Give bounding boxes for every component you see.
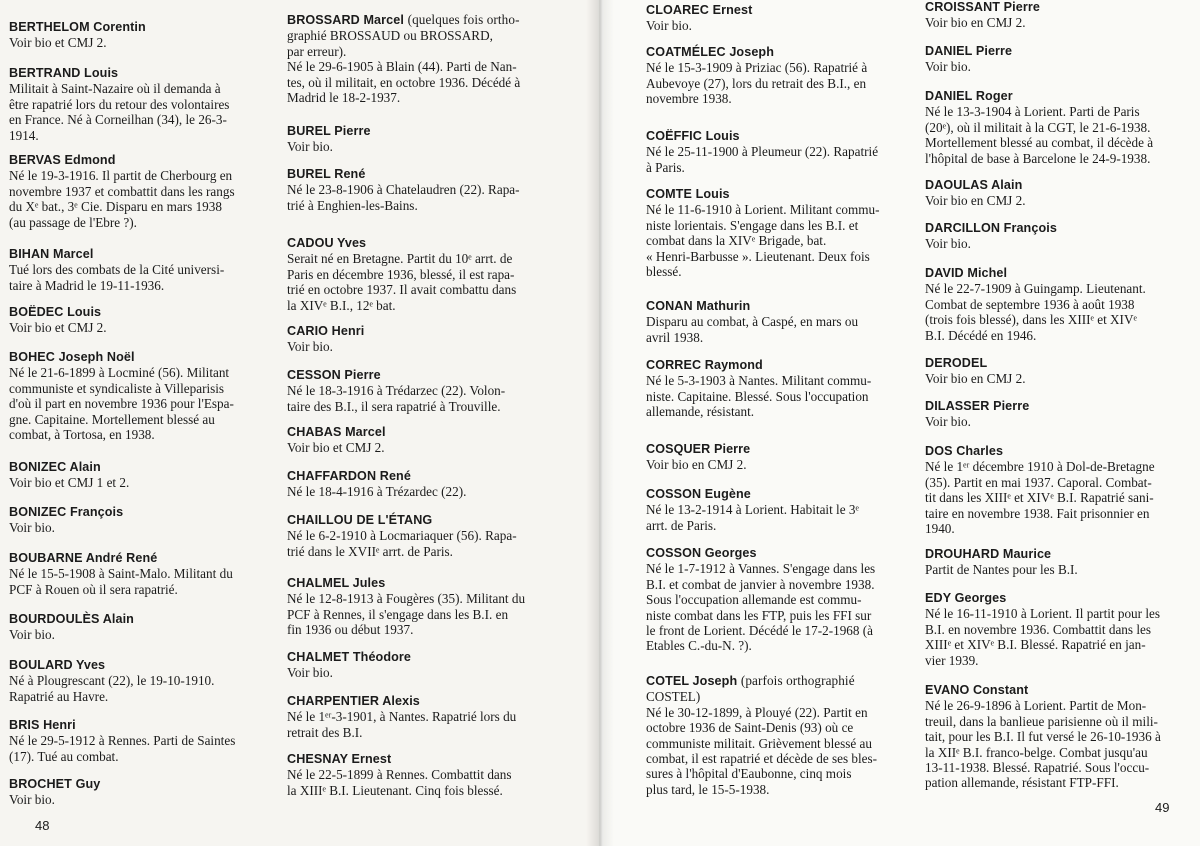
entry-name-text: BERTHELOM Corentin bbox=[9, 20, 146, 34]
entry-text: Né le 18-3-1916 à Trédarzec (22). Volon- taire des B.I., il sera rapatrié à Trouville. bbox=[287, 383, 506, 414]
entry-name bbox=[287, 650, 569, 665]
entry-name bbox=[287, 12, 569, 28]
entry-name-text: CHAILLOU DE L'ÉTANG bbox=[287, 513, 433, 527]
entry-name-text: BROCHET Guy bbox=[9, 777, 101, 791]
entry-name-text: BERTRAND Louis bbox=[9, 66, 119, 80]
entry bbox=[9, 460, 274, 491]
entry bbox=[9, 658, 274, 704]
entry bbox=[287, 368, 569, 414]
entry bbox=[925, 0, 1193, 31]
entry-text: Né le 22-7-1909 à Guingamp. Lieutenant. Combat de septembre 1936 à août 1938 (trois fois blessé), dans les XIIIᵉ et XIVᵉ B.I. Décédé en 1946. bbox=[925, 281, 1146, 343]
entry bbox=[287, 425, 569, 456]
entry-text: Voir bio. bbox=[9, 520, 55, 536]
entry bbox=[9, 247, 274, 293]
entry bbox=[9, 718, 274, 764]
entry-name-text: DARCILLON François bbox=[925, 221, 1057, 235]
entry-name bbox=[925, 444, 1193, 459]
entry-name-text: CHALMEL Jules bbox=[287, 576, 386, 590]
book-gutter bbox=[586, 0, 614, 846]
entry-name bbox=[9, 505, 274, 520]
entry-name-text: BUREL René bbox=[287, 167, 366, 181]
entry-name bbox=[646, 3, 909, 18]
entry bbox=[287, 694, 569, 740]
entry-text: Né le 1-7-1912 à Vannes. S'engage dans les B.I. et combat de janvier à novembre 1938. Sous l'occupation allemande est commu- niste combat dans les FTP, puis les FFI sur le front de Lorient. Décédé le 17-2-1968 (à Etables C.-du-N. ?). bbox=[646, 561, 876, 654]
entry-name-text: BROSSARD Marcel bbox=[287, 13, 404, 27]
entry-name bbox=[646, 299, 909, 314]
entry-name-text: BOURDOULÈS Alain bbox=[9, 612, 134, 626]
entry-text: Voir bio et CMJ 2. bbox=[9, 320, 107, 336]
entry-name-text: DERODEL bbox=[925, 356, 988, 370]
entry-name bbox=[287, 576, 569, 591]
entry-name-text: CESSON Pierre bbox=[287, 368, 381, 382]
entry-text: Voir bio. bbox=[925, 236, 971, 252]
entry-text: Né le 15-3-1909 à Priziac (56). Rapatrié à Aubevoye (27), lors du retrait des B.I., en novembre 1938. bbox=[646, 60, 868, 107]
entry bbox=[925, 683, 1193, 791]
entry-name-text: BONIZEC Alain bbox=[9, 460, 101, 474]
entry bbox=[646, 187, 909, 279]
entry-name-text: CORREC Raymond bbox=[646, 358, 763, 372]
entry-name bbox=[925, 44, 1193, 59]
entry-name-text: COSSON Eugène bbox=[646, 487, 751, 501]
entry-text: Voir bio en CMJ 2. bbox=[925, 15, 1026, 31]
entry-name-text: BIHAN Marcel bbox=[9, 247, 94, 261]
entry-text: Né le 26-9-1896 à Lorient. Partit de Mon- treuil, dans la banlieue parisienne où il mili- tait, pour les B.I. Il fut versé le 26-10-1936 à la XIIᵉ B.I. franco-belge. Combat jusqu'au 13-11-1938. Blessé. Rapatrié. Sous l'occu- pation allemande, résistant FTP-FFI. bbox=[925, 698, 1161, 791]
entry-name-text: BOËDEC Louis bbox=[9, 305, 102, 319]
entry-text: Disparu au combat, à Caspé, en mars ou avril 1938. bbox=[646, 314, 859, 345]
entry-name bbox=[925, 591, 1193, 606]
entry bbox=[646, 442, 909, 473]
entry-name bbox=[9, 460, 274, 475]
entry-text: Né le 18-4-1916 à Trézardec (22). bbox=[287, 484, 467, 500]
entry-name-text: COATMÉLEC Joseph bbox=[646, 45, 775, 59]
entry-name-text: CHABAS Marcel bbox=[287, 425, 386, 439]
entry bbox=[925, 221, 1193, 252]
entry-text: Voir bio et CMJ 2. bbox=[287, 440, 385, 456]
entry-name bbox=[925, 399, 1193, 414]
entry bbox=[9, 66, 274, 143]
entry-text: Voir bio en CMJ 2. bbox=[925, 193, 1026, 209]
entry-name bbox=[925, 356, 1193, 371]
entry-name-text: BOUBARNE André René bbox=[9, 551, 158, 565]
entry-text: Né le 12-8-1913 à Fougères (35). Militant du PCF à Rennes, il s'engage dans les B.I. en fin 1936 ou début 1937. bbox=[287, 591, 526, 638]
entry bbox=[287, 324, 569, 355]
entry-name bbox=[9, 153, 274, 168]
entry bbox=[925, 356, 1193, 387]
entry-name bbox=[9, 20, 274, 35]
entry-text: Né le 1ᵉʳ décembre 1910 à Dol-de-Bretagne (35). Partit en mai 1937. Caporal. Combat- tit dans les XIIIᵉ et XIVᵉ B.I. Rapatrié sani- taire en novembre 1938. Fait prisonnier en 1940. bbox=[925, 459, 1155, 537]
entry-name-text: CONAN Mathurin bbox=[646, 299, 751, 313]
entry-text: Voir bio et CMJ 1 et 2. bbox=[9, 475, 130, 491]
entry-text: Né le 13-3-1904 à Lorient. Parti de Paris (20ᵉ), où il militait à la CGT, le 21-6-1938. Mortellement blessé au combat, il décède à l'hôpital de base à Barcelone le 24-9-1938. bbox=[925, 104, 1154, 166]
entry-name bbox=[646, 487, 909, 502]
entry-name bbox=[287, 324, 569, 339]
entry-name bbox=[287, 167, 569, 182]
entry-text: Militait à Saint-Nazaire où il demanda à être rapatrié lors du retour des volontaires en France. Né à Corneilhan (34), le 26-3- 1914. bbox=[9, 81, 230, 143]
entry-name-text: DROUHARD Maurice bbox=[925, 547, 1052, 561]
entry bbox=[287, 513, 569, 559]
entry bbox=[287, 167, 569, 213]
entry-name-text: BRIS Henri bbox=[9, 718, 76, 732]
entry bbox=[646, 45, 909, 107]
entry bbox=[287, 124, 569, 155]
entry bbox=[646, 673, 909, 797]
entry-text: Né le 29-5-1912 à Rennes. Parti de Saintes (17). Tué au combat. bbox=[9, 733, 236, 764]
entry-name bbox=[9, 350, 274, 365]
entry-text: Voir bio en CMJ 2. bbox=[646, 457, 747, 473]
entry-name-note: (parfois orthographié bbox=[740, 673, 855, 688]
entry-name-text: CHARPENTIER Alexis bbox=[287, 694, 420, 708]
entry-text: Né le 16-11-1910 à Lorient. Il partit pour les B.I. en novembre 1936. Combattit dans les XIIIᵉ et XIVᵉ B.I. Blessé. Rapatrié en jan- vier 1939. bbox=[925, 606, 1160, 668]
entry bbox=[9, 305, 274, 336]
entry-name bbox=[925, 0, 1193, 15]
entry-text: Né le 15-5-1908 à Saint-Malo. Militant du PCF à Rouen où il sera rapatrié. bbox=[9, 566, 233, 597]
entry-name-text: CARIO Henri bbox=[287, 324, 365, 338]
entry-name bbox=[287, 513, 569, 528]
entry-text: graphié BROSSAUD ou BROSSARD, par erreur). Né le 29-6-1905 à Blain (44). Parti de Nan- tes, où il militait, en octobre 1936. Décédé à Madrid le 18-2-1937. bbox=[287, 28, 521, 106]
entry-text: Voir bio. bbox=[925, 59, 971, 75]
entry-name-text: EDY Georges bbox=[925, 591, 1007, 605]
entry-name bbox=[9, 66, 274, 81]
entry-name bbox=[646, 129, 909, 144]
entry-name bbox=[9, 305, 274, 320]
entry bbox=[925, 547, 1193, 578]
entry bbox=[287, 576, 569, 638]
entry-text: Tué lors des combats de la Cité universi- taire à Madrid le 19-11-1936. bbox=[9, 262, 225, 293]
entry bbox=[925, 399, 1193, 430]
entry-name bbox=[287, 694, 569, 709]
entry-name bbox=[925, 221, 1193, 236]
entry-name bbox=[9, 718, 274, 733]
entry-name-text: CHALMET Théodore bbox=[287, 650, 412, 664]
entry bbox=[646, 299, 909, 345]
entry-name bbox=[9, 612, 274, 627]
entry-text: Né à Plougrescant (22), le 19-10-1910. Rapatrié au Havre. bbox=[9, 673, 215, 704]
entry-name bbox=[925, 178, 1193, 193]
entry bbox=[287, 469, 569, 500]
entry-name bbox=[925, 683, 1193, 698]
entry bbox=[9, 350, 274, 442]
entry-name bbox=[925, 89, 1193, 104]
entry bbox=[925, 444, 1193, 536]
entry-text: Né le 13-2-1914 à Lorient. Habitait le 3ᵉ arrt. de Paris. bbox=[646, 502, 859, 533]
entry-text: Né le 25-11-1900 à Pleumeur (22). Rapatrié à Paris. bbox=[646, 144, 879, 175]
entry-name bbox=[287, 236, 569, 251]
entry-name bbox=[287, 124, 569, 139]
entry-name-note: (quelques fois ortho- bbox=[407, 12, 520, 27]
entry-text: Né le 21-6-1899 à Locminé (56). Militant communiste et syndicaliste à Villeparisis d'où il part en novembre 1936 pour l'Espa- gne. Capitaine. Mortellement blessé au combat, à Tortosa, en 1938. bbox=[9, 365, 234, 443]
entry-text: Né le 22-5-1899 à Rennes. Combattit dans la XIIIᵉ B.I. Lieutenant. Cinq fois blessé. bbox=[287, 767, 512, 798]
entry bbox=[646, 129, 909, 175]
entry-name-text: BERVAS Edmond bbox=[9, 153, 116, 167]
entry-name-text: DAVID Michel bbox=[925, 266, 1008, 280]
entry bbox=[9, 612, 274, 643]
entry bbox=[646, 3, 909, 34]
entry-text: Né le 19-3-1916. Il partit de Cherbourg en novembre 1937 et combattit dans les rangs du Xᵉ bat., 3ᵉ Cie. Disparu en mars 1938 (au passage de l'Ebre ?). bbox=[9, 168, 235, 230]
entry bbox=[9, 551, 274, 597]
entry-name bbox=[9, 658, 274, 673]
entry-name bbox=[287, 368, 569, 383]
entry-name-text: DILASSER Pierre bbox=[925, 399, 1030, 413]
entry-name-text: COËFFIC Louis bbox=[646, 129, 740, 143]
entry bbox=[646, 487, 909, 533]
entry-name bbox=[646, 442, 909, 457]
entry-name-text: EVANO Constant bbox=[925, 683, 1029, 697]
entry bbox=[646, 546, 909, 654]
entry-name bbox=[646, 187, 909, 202]
entry bbox=[287, 650, 569, 681]
entry-text: Né le 23-8-1906 à Chatelaudren (22). Rapa- trié à Enghien-les-Bains. bbox=[287, 182, 520, 213]
entry bbox=[9, 20, 274, 51]
entry-name-text: DOS Charles bbox=[925, 444, 1004, 458]
entry bbox=[925, 89, 1193, 166]
entry-text: Né le 5-3-1903 à Nantes. Militant commu- niste. Capitaine. Blessé. Sous l'occupation allemande, résistant. bbox=[646, 373, 872, 420]
entry-name-text: BONIZEC François bbox=[9, 505, 124, 519]
entry-text: Né le 11-6-1910 à Lorient. Militant commu- niste lorientais. S'engage dans les B.I. et combat dans la XIVᵉ Brigade, bat. « Henri-Barbusse ». Lieutenant. Deux fois blessé. bbox=[646, 202, 880, 280]
entry-name-text: DANIEL Roger bbox=[925, 89, 1013, 103]
entry-name bbox=[646, 45, 909, 60]
entry-name bbox=[287, 752, 569, 767]
entry-name bbox=[646, 546, 909, 561]
entry bbox=[287, 752, 569, 798]
entry-text: COSTEL) Né le 30-12-1899, à Plouyé (22). Partit en octobre 1936 de Saint-Denis (93) où ce communiste militait. Grièvement blessé au combat, il est rapatrié et décède de ses bles- sures à l'hôpital d'Eaubonne, cinq mois plus tard, le 15-5-1938. bbox=[646, 689, 878, 797]
entry-name-text: COTEL Joseph bbox=[646, 674, 738, 688]
entry-text: Voir bio. bbox=[9, 792, 55, 808]
entry-name-text: BUREL Pierre bbox=[287, 124, 371, 138]
entry-name-text: BOULARD Yves bbox=[9, 658, 106, 672]
entry bbox=[9, 505, 274, 536]
entry-text: Voir bio. bbox=[925, 414, 971, 430]
entry-text: Voir bio. bbox=[9, 627, 55, 643]
entry-name bbox=[287, 425, 569, 440]
entry-text: Voir bio. bbox=[646, 18, 692, 34]
entry-text: Voir bio et CMJ 2. bbox=[9, 35, 107, 51]
entry bbox=[925, 178, 1193, 209]
page-number-left: 48 bbox=[35, 818, 50, 833]
page-number-right: 49 bbox=[1155, 800, 1170, 815]
entry-name-text: DANIEL Pierre bbox=[925, 44, 1013, 58]
entry-name-text: DAOULAS Alain bbox=[925, 178, 1023, 192]
entry bbox=[9, 777, 274, 808]
entry bbox=[287, 12, 569, 105]
entry-text: Voir bio. bbox=[287, 339, 333, 355]
entry-name-text: CHAFFARDON René bbox=[287, 469, 411, 483]
entry-name bbox=[9, 777, 274, 792]
entry-name-text: COMTE Louis bbox=[646, 187, 730, 201]
entry-text: Voir bio en CMJ 2. bbox=[925, 371, 1026, 387]
entry-text: Partit de Nantes pour les B.I. bbox=[925, 562, 1078, 578]
entry-name-text: CHESNAY Ernest bbox=[287, 752, 392, 766]
entry-text: Voir bio. bbox=[287, 665, 333, 681]
entry bbox=[9, 153, 274, 230]
entry-name-text: CADOU Yves bbox=[287, 236, 367, 250]
entry bbox=[925, 266, 1193, 343]
entry-name-text: COSSON Georges bbox=[646, 546, 757, 560]
entry-name bbox=[287, 469, 569, 484]
entry-text: Voir bio. bbox=[287, 139, 333, 155]
entry-text: Né le 6-2-1910 à Locmariaquer (56). Rapa- trié dans le XVIIᵉ arrt. de Paris. bbox=[287, 528, 517, 559]
entry-name-text: CROISSANT Pierre bbox=[925, 0, 1040, 14]
entry bbox=[646, 358, 909, 420]
entry-name-text: CLOAREC Ernest bbox=[646, 3, 753, 17]
entry bbox=[287, 236, 569, 313]
entry-name bbox=[646, 673, 909, 689]
entry-name bbox=[9, 247, 274, 262]
entry-text: Né le 1ᵉʳ-3-1901, à Nantes. Rapatrié lors du retrait des B.I. bbox=[287, 709, 517, 740]
entry-name-text: BOHEC Joseph Noël bbox=[9, 350, 135, 364]
entry bbox=[925, 44, 1193, 75]
entry-name bbox=[646, 358, 909, 373]
entry-name-text: COSQUER Pierre bbox=[646, 442, 751, 456]
entry-name bbox=[925, 266, 1193, 281]
entry-name bbox=[9, 551, 274, 566]
entry bbox=[925, 591, 1193, 668]
entry-name bbox=[925, 547, 1193, 562]
entry-text: Serait né en Bretagne. Partit du 10ᵉ arrt. de Paris en décembre 1936, blessé, il est rapa- trié en octobre 1937. Il avait combattu dans la XIVᵉ B.I., 12ᵉ bat. bbox=[287, 251, 517, 313]
